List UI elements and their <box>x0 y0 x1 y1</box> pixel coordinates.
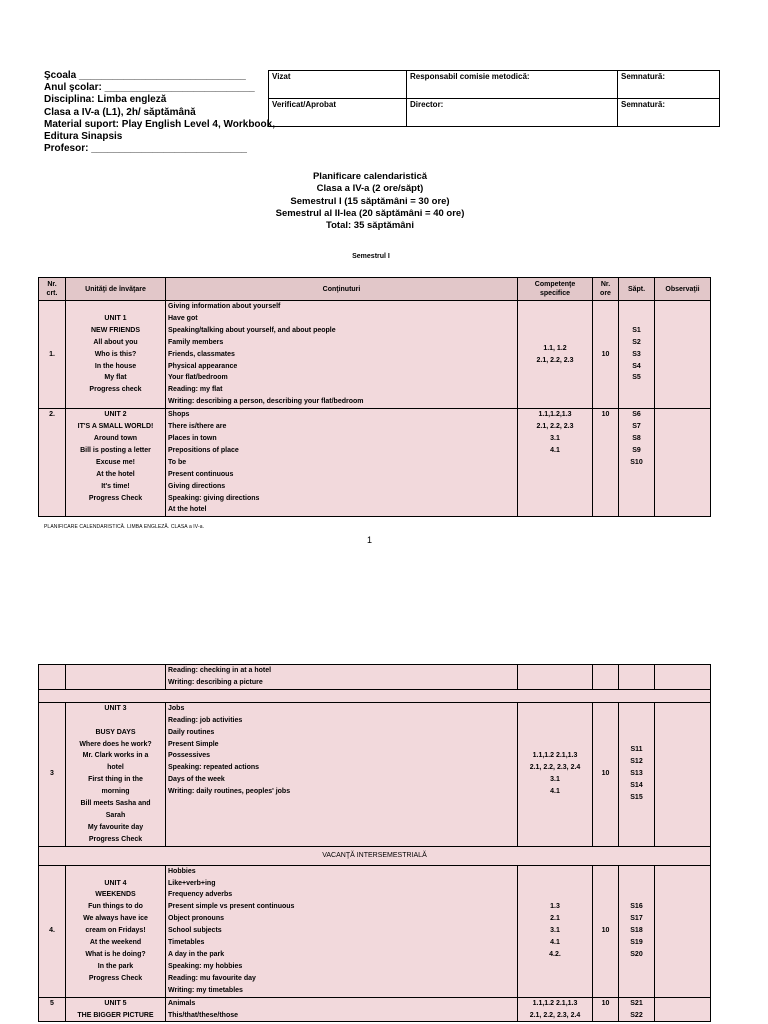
content-line: There is/there are <box>168 423 227 431</box>
col-content: Conţinuturi <box>166 278 518 301</box>
content-line: Family members <box>168 338 224 346</box>
unit-line: UNIT 5 <box>104 999 127 1007</box>
content-line: Present simple vs present continuous <box>168 903 295 911</box>
content-line: Reading: job activities <box>168 716 243 724</box>
unit-line: At the weekend <box>89 939 142 947</box>
hours-cell: 10 <box>593 702 619 846</box>
week-line: S13 <box>630 770 643 778</box>
document-titles <box>0 171 740 232</box>
content-line: Giving directions <box>168 482 226 490</box>
hours-cell: 10 <box>593 865 619 997</box>
spacer-row <box>39 689 711 702</box>
content-line: At the hotel <box>168 506 207 514</box>
unit-cell <box>66 702 166 846</box>
week-line: S7 <box>632 423 641 431</box>
approval-signature-2: Semnatură: <box>618 99 720 127</box>
week-line: S3 <box>632 350 641 358</box>
content-line: Shops <box>168 411 190 419</box>
unit-line: What is he doing? <box>85 951 146 959</box>
weeks-cell <box>619 702 655 846</box>
competence-line: 2.1, 2.2, 2.3 <box>536 423 574 431</box>
week-line: S8 <box>632 434 641 442</box>
content-line: Timetables <box>168 939 205 947</box>
content-line: A day in the park <box>168 951 225 959</box>
week-line: S17 <box>630 915 643 923</box>
competences-cell <box>518 409 593 517</box>
unit-line: UNIT 2 <box>104 411 127 419</box>
unit-line: Fun things to do <box>88 903 143 911</box>
unit-line: cream on Fridays! <box>85 927 146 935</box>
content-line: Hobbies <box>168 867 196 875</box>
unit-line: UNIT 4 <box>104 879 127 887</box>
week-line: S18 <box>630 927 643 935</box>
content-cell <box>166 665 518 690</box>
subject-line: Disciplina: Limba engleză <box>44 94 167 106</box>
col-hours: Nr. ore <box>593 278 619 301</box>
unit-line: Sarah <box>105 811 126 819</box>
unit-line: UNIT 1 <box>104 314 127 322</box>
unit-line: NEW FRIENDS <box>91 326 140 334</box>
unit-line: Excuse me! <box>96 458 135 466</box>
empty-cell <box>66 665 166 690</box>
content-line: School subjects <box>168 927 222 935</box>
content-line: To be <box>168 458 187 466</box>
col-weeks: Săpt. <box>619 278 655 301</box>
content-line: Have got <box>168 314 198 322</box>
content-line: Animals <box>168 999 196 1007</box>
week-line: S5 <box>632 374 641 382</box>
content-line: Object pronouns <box>168 915 224 923</box>
row-number: 2. <box>39 409 66 517</box>
content-line: Your flat/bedroom <box>168 374 228 382</box>
content-line: Speaking/talking about yourself, and about people <box>168 326 336 334</box>
competence-line: 2.1 <box>550 915 560 923</box>
competence-line: 4.1 <box>550 446 560 454</box>
unit-line: At the hotel <box>96 470 135 478</box>
week-line: S9 <box>632 446 641 454</box>
table-row <box>39 997 711 1022</box>
competences-cell <box>518 702 593 846</box>
spacer-cell <box>39 689 711 702</box>
content-line: Possessives <box>168 752 211 760</box>
week-line: S19 <box>630 939 643 947</box>
unit-line: My favourite day <box>87 823 144 831</box>
unit-line: In the house <box>94 362 137 370</box>
competence-line: 3.1 <box>550 927 560 935</box>
hours-cell: 10 <box>593 997 619 1022</box>
content-line: Daily routines <box>168 728 215 736</box>
notes-cell <box>655 997 711 1022</box>
row-number: 1. <box>39 301 66 409</box>
class-hours: Clasa a IV-a (2 ore/săpt) <box>316 183 424 195</box>
unit-line: Progress Check <box>88 974 143 982</box>
content-line: Speaking: my hobbies <box>168 962 243 970</box>
competence-line: 1.3 <box>550 903 560 911</box>
content-line: Friends, classmates <box>168 350 235 358</box>
unit-line: UNIT 3 <box>104 704 127 712</box>
week-line: S15 <box>630 794 643 802</box>
content-line: Reading: checking in at a hotel <box>168 667 272 674</box>
col-nr: Nr. crt. <box>39 278 66 301</box>
content-line: Days of the week <box>168 776 225 784</box>
approval-signature-1: Semnatură: <box>618 71 720 99</box>
row-number: 5 <box>39 997 66 1022</box>
content-cell <box>166 702 518 846</box>
approval-vizat: Vizat <box>269 71 407 99</box>
content-line: Reading: mu favourite day <box>168 974 256 982</box>
empty-cell <box>619 665 655 690</box>
semester-1-summary: Semestrul I (15 săptămâni = 30 ore) <box>290 195 450 207</box>
approval-table <box>268 70 720 127</box>
competence-line: 1.1,1.2 2.1,1.3 <box>532 999 578 1007</box>
weeks-cell <box>619 997 655 1022</box>
notes-cell <box>655 301 711 409</box>
unit-line: hotel <box>107 764 124 772</box>
content-line: Jobs <box>168 704 185 712</box>
competence-line: 1.1,1.2 2.1,1.3 <box>532 752 578 760</box>
content-line: This/that/these/those <box>168 1011 239 1019</box>
school-line: Şcoala ______________________________ <box>44 70 246 81</box>
unit-line: All about you <box>93 338 138 346</box>
content-line: Frequency adverbs <box>168 891 233 899</box>
empty-cell <box>39 665 66 690</box>
competence-line: 3.1 <box>550 776 560 784</box>
competence-line: 4.1 <box>550 939 560 947</box>
content-line: Places in town <box>168 434 217 442</box>
week-line: S20 <box>630 951 643 959</box>
week-line: S16 <box>630 903 643 911</box>
competence-line: 4.1 <box>550 788 560 796</box>
school-year-line: Anul şcolar: ___________________________ <box>44 82 255 94</box>
content-cell <box>166 301 518 409</box>
week-line: S4 <box>632 362 641 370</box>
hours-cell: 10 <box>593 301 619 409</box>
content-line: Like+verb+ing <box>168 879 216 887</box>
unit-line: Who is this? <box>94 350 137 358</box>
competence-line: 1.1, 1.2 <box>543 344 567 352</box>
competence-line: 2.1, 2.2, 2.3, 2.4 <box>529 764 581 772</box>
week-line: S14 <box>630 782 643 790</box>
week-line: S12 <box>630 758 643 766</box>
content-line: Writing: my timetables <box>168 986 243 994</box>
week-line: S1 <box>632 326 641 334</box>
competence-line: 2.1, 2.2, 2.3 <box>536 356 574 364</box>
content-line: Prepositions of place <box>168 446 239 454</box>
unit-line: Where does he work? <box>79 740 152 748</box>
table-row <box>39 702 711 846</box>
unit-line: Progress check <box>89 386 142 394</box>
content-line: Writing: describing a picture <box>168 678 263 686</box>
unit-cell <box>66 409 166 517</box>
content-line: Present continuous <box>168 470 234 478</box>
holiday-row <box>39 846 711 865</box>
page-number: 1 <box>367 535 373 545</box>
table-row <box>39 409 711 517</box>
unit-line: Bill is posting a letter <box>80 446 151 454</box>
table-row <box>39 665 711 690</box>
weeks-cell <box>619 409 655 517</box>
hours-cell: 10 <box>593 409 619 517</box>
empty-cell <box>655 665 711 690</box>
notes-cell <box>655 702 711 846</box>
content-line: Physical appearance <box>168 362 238 370</box>
unit-cell <box>66 865 166 997</box>
total-weeks: Total: 35 săptămâni <box>326 220 414 232</box>
plan-table-page-1 <box>38 277 711 517</box>
col-notes: Observaţii <box>655 278 711 301</box>
semester-2-summary: Semestrul al II-lea (20 săptămâni = 40 ore) <box>275 207 465 219</box>
content-cell <box>166 865 518 997</box>
unit-line: It's time! <box>101 482 130 490</box>
content-line: Reading: my flat <box>168 386 223 394</box>
notes-cell <box>655 865 711 997</box>
unit-line: THE BIGGER PICTURE <box>77 1011 154 1019</box>
content-line: Writing: describing a person, describing your flat/bedroom <box>168 398 364 406</box>
week-line: S21 <box>630 999 643 1007</box>
empty-cell <box>593 665 619 690</box>
semester-label: Semestrul I <box>352 253 390 260</box>
unit-line: BUSY DAYS <box>95 728 136 736</box>
footer-note: PLANIFICARE CALENDARISTICĂ. LIMBA ENGLEZĂ. CLASA a IV-a. <box>44 524 205 530</box>
table-header-row <box>39 278 711 301</box>
teacher-line: Profesor: ____________________________ <box>44 143 247 155</box>
unit-line: morning <box>101 788 130 796</box>
unit-line: Mr. Clark works in a <box>82 752 149 760</box>
unit-line: My flat <box>104 374 127 382</box>
approval-checked: Verificat/Aprobat <box>269 99 407 127</box>
notes-cell <box>655 409 711 517</box>
unit-line: In the park <box>97 962 134 970</box>
col-competences: Competenţe specifice <box>518 278 593 301</box>
content-line: Giving information about yourself <box>168 303 281 310</box>
unit-line: We always have ice <box>83 915 148 923</box>
competence-line: 1.1,1.2,1.3 <box>538 411 572 419</box>
unit-line: Bill meets Sasha and <box>80 800 151 808</box>
content-line: Writing: daily routines, peoples' jobs <box>168 788 291 796</box>
week-line: S6 <box>632 411 641 419</box>
competences-cell <box>518 301 593 409</box>
unit-cell <box>66 997 166 1022</box>
unit-line: Progress Check <box>88 835 143 843</box>
content-line: Present Simple <box>168 740 219 748</box>
row-number: 3 <box>39 702 66 846</box>
competence-line: 3.1 <box>550 434 560 442</box>
week-line: S2 <box>632 338 641 346</box>
weeks-cell <box>619 865 655 997</box>
publisher-line: Editura Sinapsis <box>44 131 123 143</box>
week-line: S11 <box>630 746 643 754</box>
content-line: Speaking: giving directions <box>168 494 260 502</box>
weeks-cell <box>619 301 655 409</box>
week-line: S10 <box>630 458 643 466</box>
approval-director: Director: <box>407 99 618 127</box>
table-row <box>39 301 711 409</box>
class-line: Clasa a IV-a (L1), 2h/ săptămână <box>44 106 196 118</box>
holiday-label: VACANŢĂ INTERSEMESTRIALĂ <box>39 846 711 865</box>
unit-line: Progress Check <box>88 494 143 502</box>
unit-line: IT'S A SMALL WORLD! <box>77 423 154 431</box>
row-number: 4. <box>39 865 66 997</box>
unit-cell <box>66 301 166 409</box>
plan-table-page-2 <box>38 664 711 1022</box>
content-cell <box>166 997 518 1022</box>
competences-cell <box>518 997 593 1022</box>
competence-line: 2.1, 2.2, 2.3, 2.4 <box>529 1011 581 1019</box>
competences-cell <box>518 865 593 997</box>
unit-line: First thing in the <box>88 776 143 784</box>
table-row <box>39 865 711 997</box>
unit-line: WEEKENDS <box>95 891 136 899</box>
content-cell <box>166 409 518 517</box>
unit-line: Around town <box>93 434 138 442</box>
doc-title: Planificare calendaristică <box>312 171 428 182</box>
approval-responsible: Responsabil comisie metodică: <box>407 71 618 99</box>
competence-line: 4.2. <box>549 951 561 959</box>
content-line: Speaking: repeated actions <box>168 764 260 772</box>
col-units: Unităţi de învăţare <box>66 278 166 301</box>
empty-cell <box>518 665 593 690</box>
unit-line <box>68 715 163 727</box>
school-info <box>44 70 275 155</box>
week-line: S22 <box>630 1011 643 1019</box>
material-line: Material suport: Play English Level 4, Workbook, <box>44 118 275 130</box>
